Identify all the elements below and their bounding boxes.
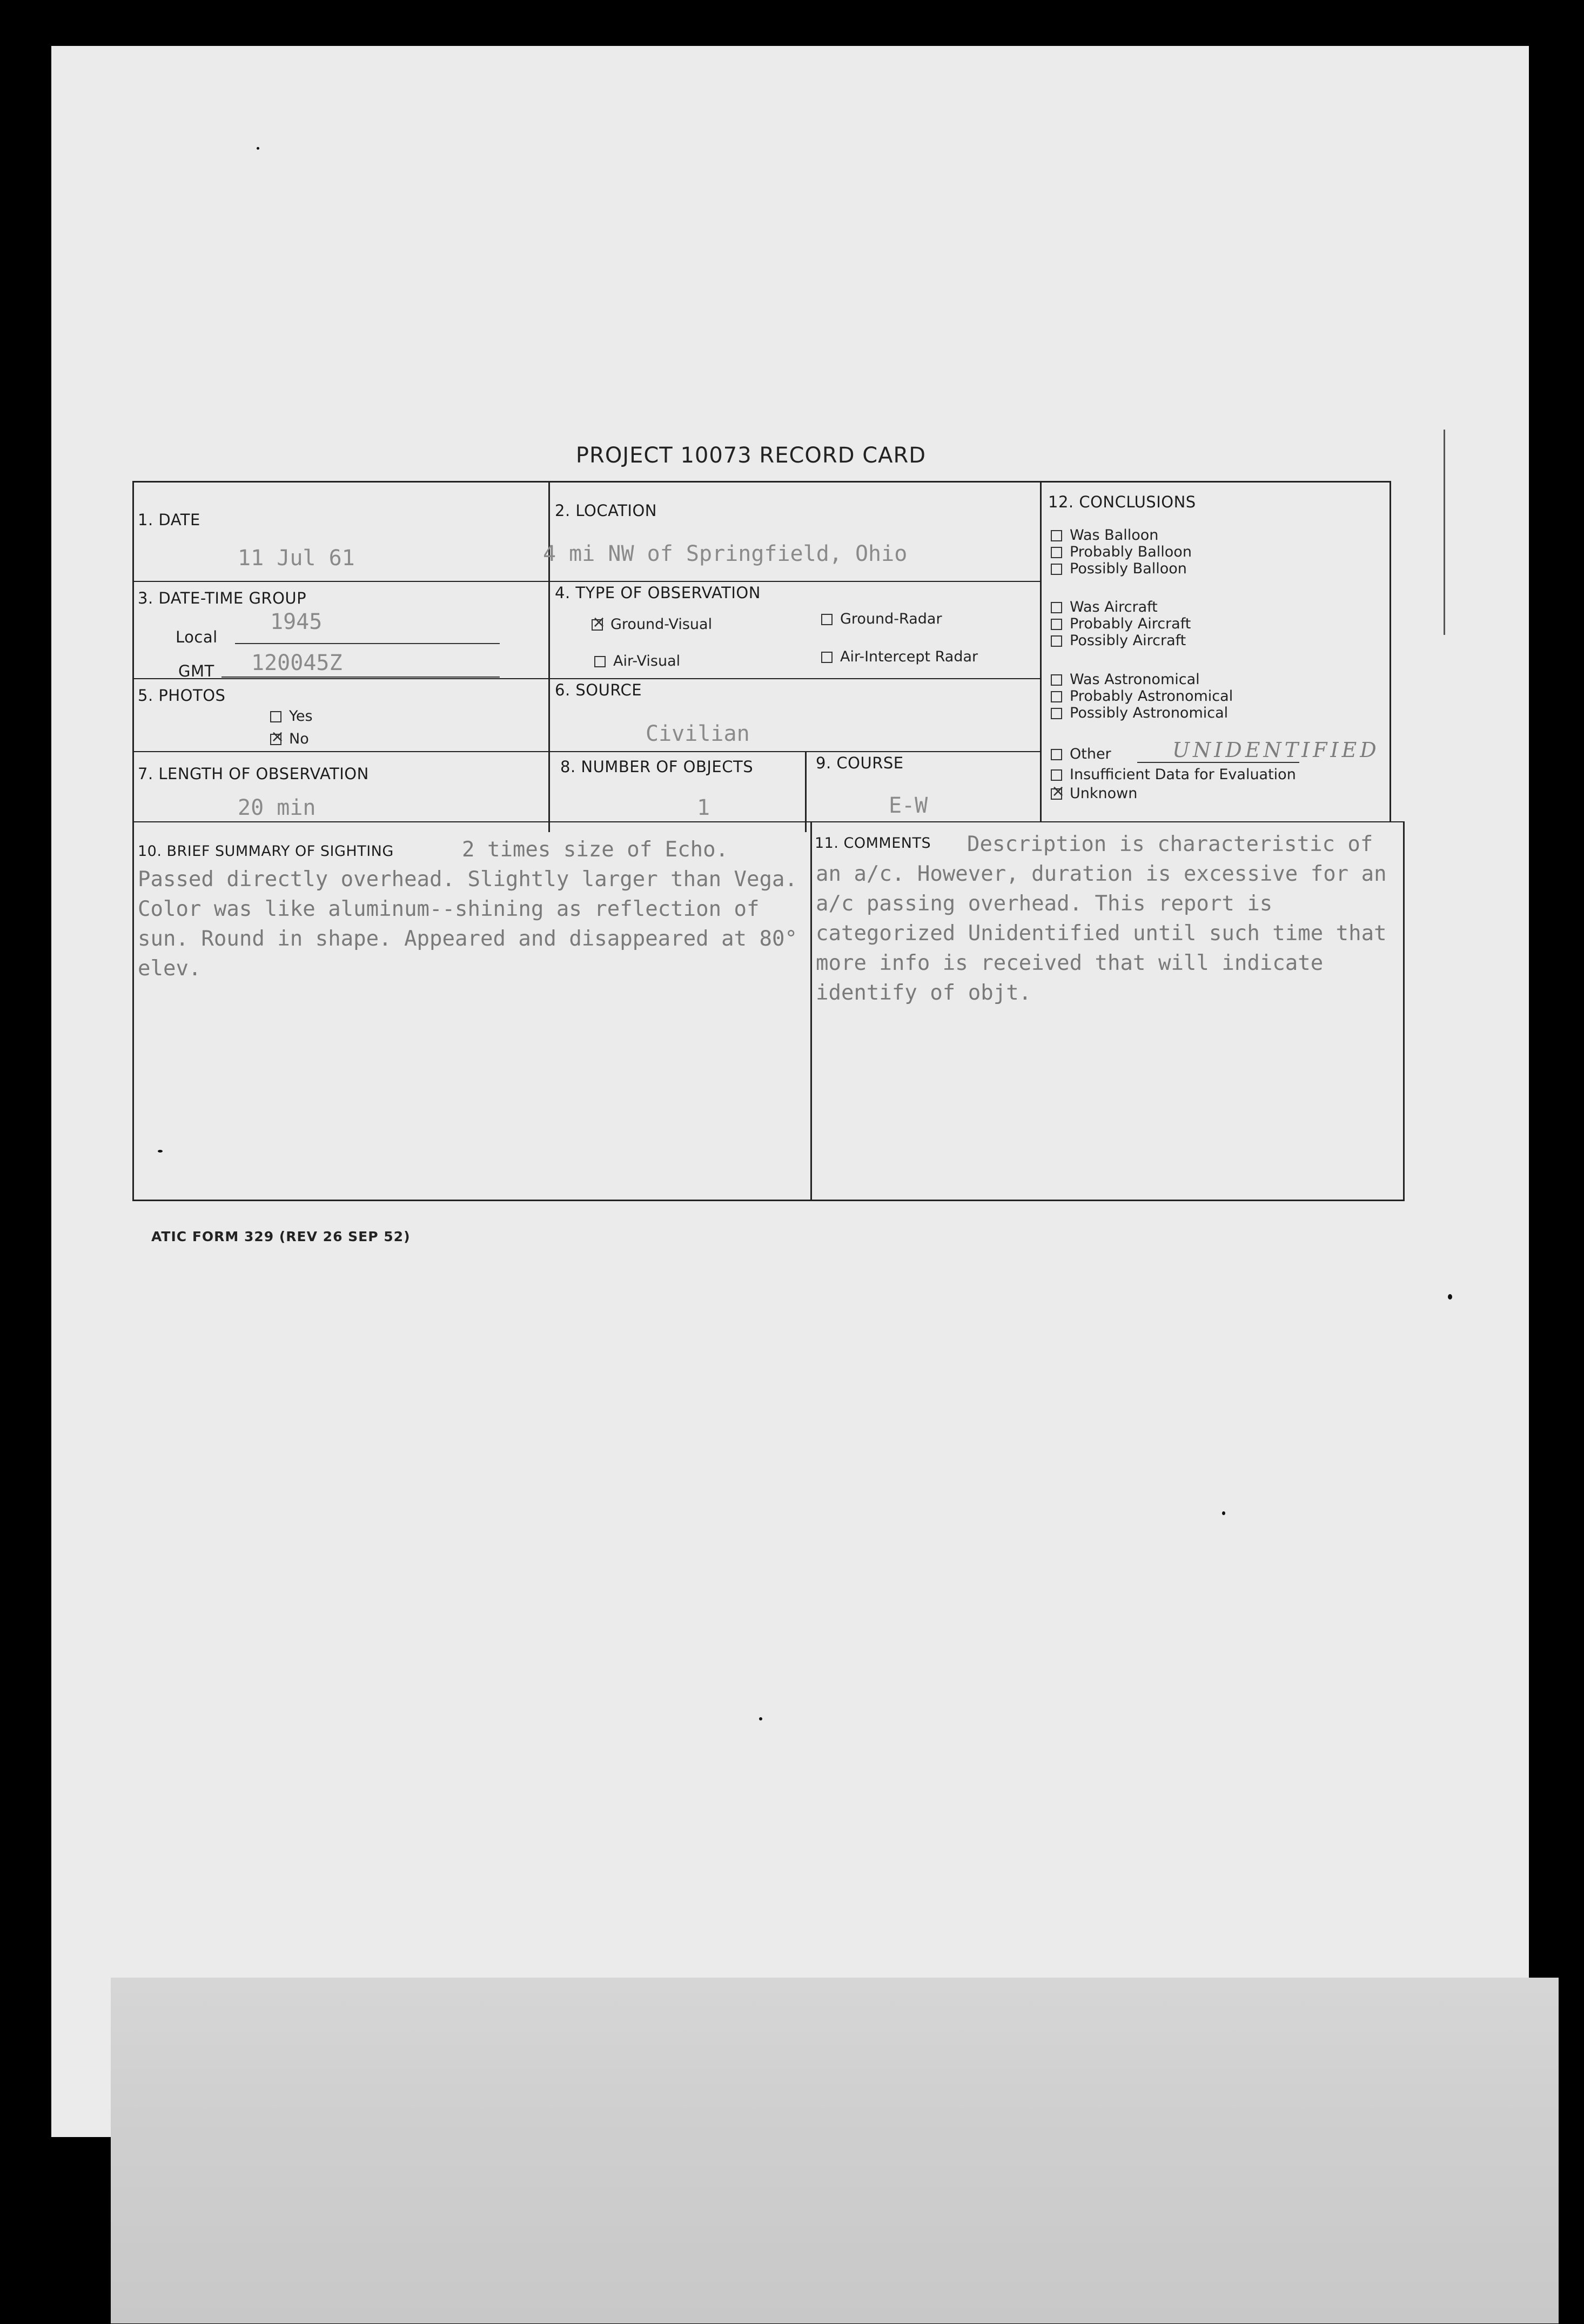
conclusion-probably-astronomical[interactable]: [1051, 688, 1233, 705]
obs-air-intercept-radar-label: Air-Intercept Radar: [840, 648, 978, 665]
checkbox-icon: [1051, 749, 1062, 760]
conclusion-insufficient-data-label: Insufficient Data for Evaluation: [1070, 766, 1296, 783]
conclusion-probably-aircraft-label: Probably Aircraft: [1070, 615, 1191, 632]
checkbox-icon: [1051, 674, 1062, 686]
date-label: 1. DATE: [138, 511, 200, 529]
conclusion-possibly-balloon-label: Possibly Balloon: [1070, 560, 1187, 577]
lower-sheet-edge: [111, 1978, 1559, 2323]
form-number: ATIC FORM 329 (REV 26 SEP 52): [151, 1229, 411, 1244]
source-value: Civilian: [646, 721, 750, 746]
conclusion-probably-aircraft[interactable]: [1051, 615, 1191, 632]
obs-ground-visual[interactable]: [592, 616, 712, 633]
checkbox-icon: [1051, 602, 1062, 613]
checkbox-icon: [821, 614, 833, 625]
photos-label: 5. PHOTOS: [138, 686, 226, 705]
number-of-objects-value: 1: [697, 795, 710, 820]
obs-ground-visual-label: Ground-Visual: [610, 616, 713, 633]
length-of-observation-label: 7. LENGTH OF OBSERVATION: [138, 765, 369, 783]
brief-summary-text: 2 times size of Echo. Passed directly overhead. Slightly larger than Vega. Color was like aluminum--shining as reflection of sun. Round in shape. Appeared and disappeared at 80° elev.: [138, 838, 810, 981]
conclusion-probably-balloon[interactable]: [1051, 544, 1192, 560]
checkbox-checked-icon: [270, 734, 281, 745]
card-title: PROJECT 10073 RECORD CARD: [575, 443, 927, 468]
checkbox-icon: [821, 652, 833, 663]
conclusion-possibly-balloon[interactable]: [1051, 560, 1192, 577]
course-value: E-W: [889, 793, 928, 818]
scan-speck: [759, 1717, 762, 1720]
number-of-objects-label: 8. NUMBER OF OBJECTS: [560, 758, 754, 776]
checkbox-icon: [1051, 547, 1062, 558]
conclusion-insufficient-data[interactable]: [1051, 766, 1296, 783]
checkbox-checked-icon: [592, 619, 603, 631]
conclusion-unknown-label: Unknown: [1070, 785, 1138, 802]
local-label: Local: [176, 628, 218, 646]
date-time-group-label: 3. DATE-TIME GROUP: [138, 589, 307, 607]
conclusion-was-aircraft[interactable]: [1051, 599, 1191, 615]
record-card: [132, 481, 1402, 1205]
obs-ground-radar[interactable]: [821, 611, 942, 627]
photos-yes[interactable]: [270, 708, 313, 725]
conclusion-unknown[interactable]: [1051, 785, 1137, 802]
conclusions-group-balloon: [1051, 527, 1192, 577]
comments-text: Description is characteristic of an a/c. However, duration is excessive for an a/c passing overhead. This report is categorized Unidentified until such time that more info is received that will indicate identify of objt.: [816, 832, 1400, 1005]
conclusion-other-value: UNIDENTIFIED: [1172, 738, 1380, 762]
obs-ground-radar-label: Ground-Radar: [840, 611, 942, 627]
date-value: 11 Jul 61: [238, 546, 355, 571]
comments-label: 11. COMMENTS: [815, 835, 931, 852]
conclusion-other[interactable]: [1051, 746, 1111, 762]
scan-artifact-line: [1444, 430, 1445, 635]
conclusion-possibly-astronomical[interactable]: [1051, 705, 1233, 721]
checkbox-icon: [1051, 691, 1062, 702]
obs-air-visual[interactable]: [594, 653, 680, 669]
local-value: 1945: [270, 610, 323, 634]
obs-air-intercept-radar[interactable]: [821, 648, 978, 665]
scan-speck: [257, 147, 259, 150]
location-label: 2. LOCATION: [555, 501, 657, 520]
photos-no-label: No: [289, 731, 309, 747]
conclusion-possibly-aircraft-label: Possibly Aircraft: [1070, 632, 1186, 649]
photos-yes-label: Yes: [289, 708, 313, 725]
gmt-value: 120045Z: [251, 651, 343, 675]
type-of-observation-label: 4. TYPE OF OBSERVATION: [555, 584, 761, 602]
checkbox-icon: [1051, 708, 1062, 719]
conclusion-possibly-astronomical-label: Possibly Astronomical: [1070, 705, 1229, 721]
gmt-label: GMT: [178, 662, 214, 680]
checkbox-icon: [1051, 769, 1062, 781]
scan-speck: [158, 1150, 163, 1153]
conclusion-other-label: Other: [1070, 746, 1111, 762]
brief-summary-label: 10. BRIEF SUMMARY OF SIGHTING: [138, 843, 394, 860]
checkbox-icon: [270, 711, 281, 722]
checkbox-icon: [1051, 635, 1062, 647]
conclusion-was-balloon[interactable]: [1051, 527, 1192, 544]
checkbox-icon: [1051, 619, 1062, 630]
conclusions-label: 12. CONCLUSIONS: [1048, 493, 1196, 511]
conclusion-was-aircraft-label: Was Aircraft: [1070, 599, 1158, 615]
checkbox-icon: [1051, 530, 1062, 541]
checkbox-icon: [594, 656, 606, 667]
photos-no[interactable]: [270, 731, 309, 747]
source-label: 6. SOURCE: [555, 681, 642, 699]
scan-speck: [1448, 1294, 1452, 1300]
conclusions-group-astronomical: [1051, 671, 1233, 721]
location-value: 4 mi NW of Springfield, Ohio: [543, 541, 908, 566]
conclusion-probably-balloon-label: Probably Balloon: [1070, 544, 1192, 560]
conclusion-probably-astronomical-label: Probably Astronomical: [1070, 688, 1233, 705]
checkbox-icon: [1051, 564, 1062, 575]
course-label: 9. COURSE: [816, 754, 904, 772]
conclusions-group-aircraft: [1051, 599, 1191, 649]
scan-speck: [1222, 1511, 1225, 1515]
conclusion-possibly-aircraft[interactable]: [1051, 632, 1191, 649]
conclusion-was-balloon-label: Was Balloon: [1070, 527, 1159, 544]
length-of-observation-value: 20 min: [238, 795, 316, 820]
conclusion-was-astronomical-label: Was Astronomical: [1070, 671, 1200, 688]
checkbox-checked-icon: [1051, 788, 1062, 800]
obs-air-visual-label: Air-Visual: [613, 653, 681, 669]
conclusion-was-astronomical[interactable]: [1051, 671, 1233, 688]
